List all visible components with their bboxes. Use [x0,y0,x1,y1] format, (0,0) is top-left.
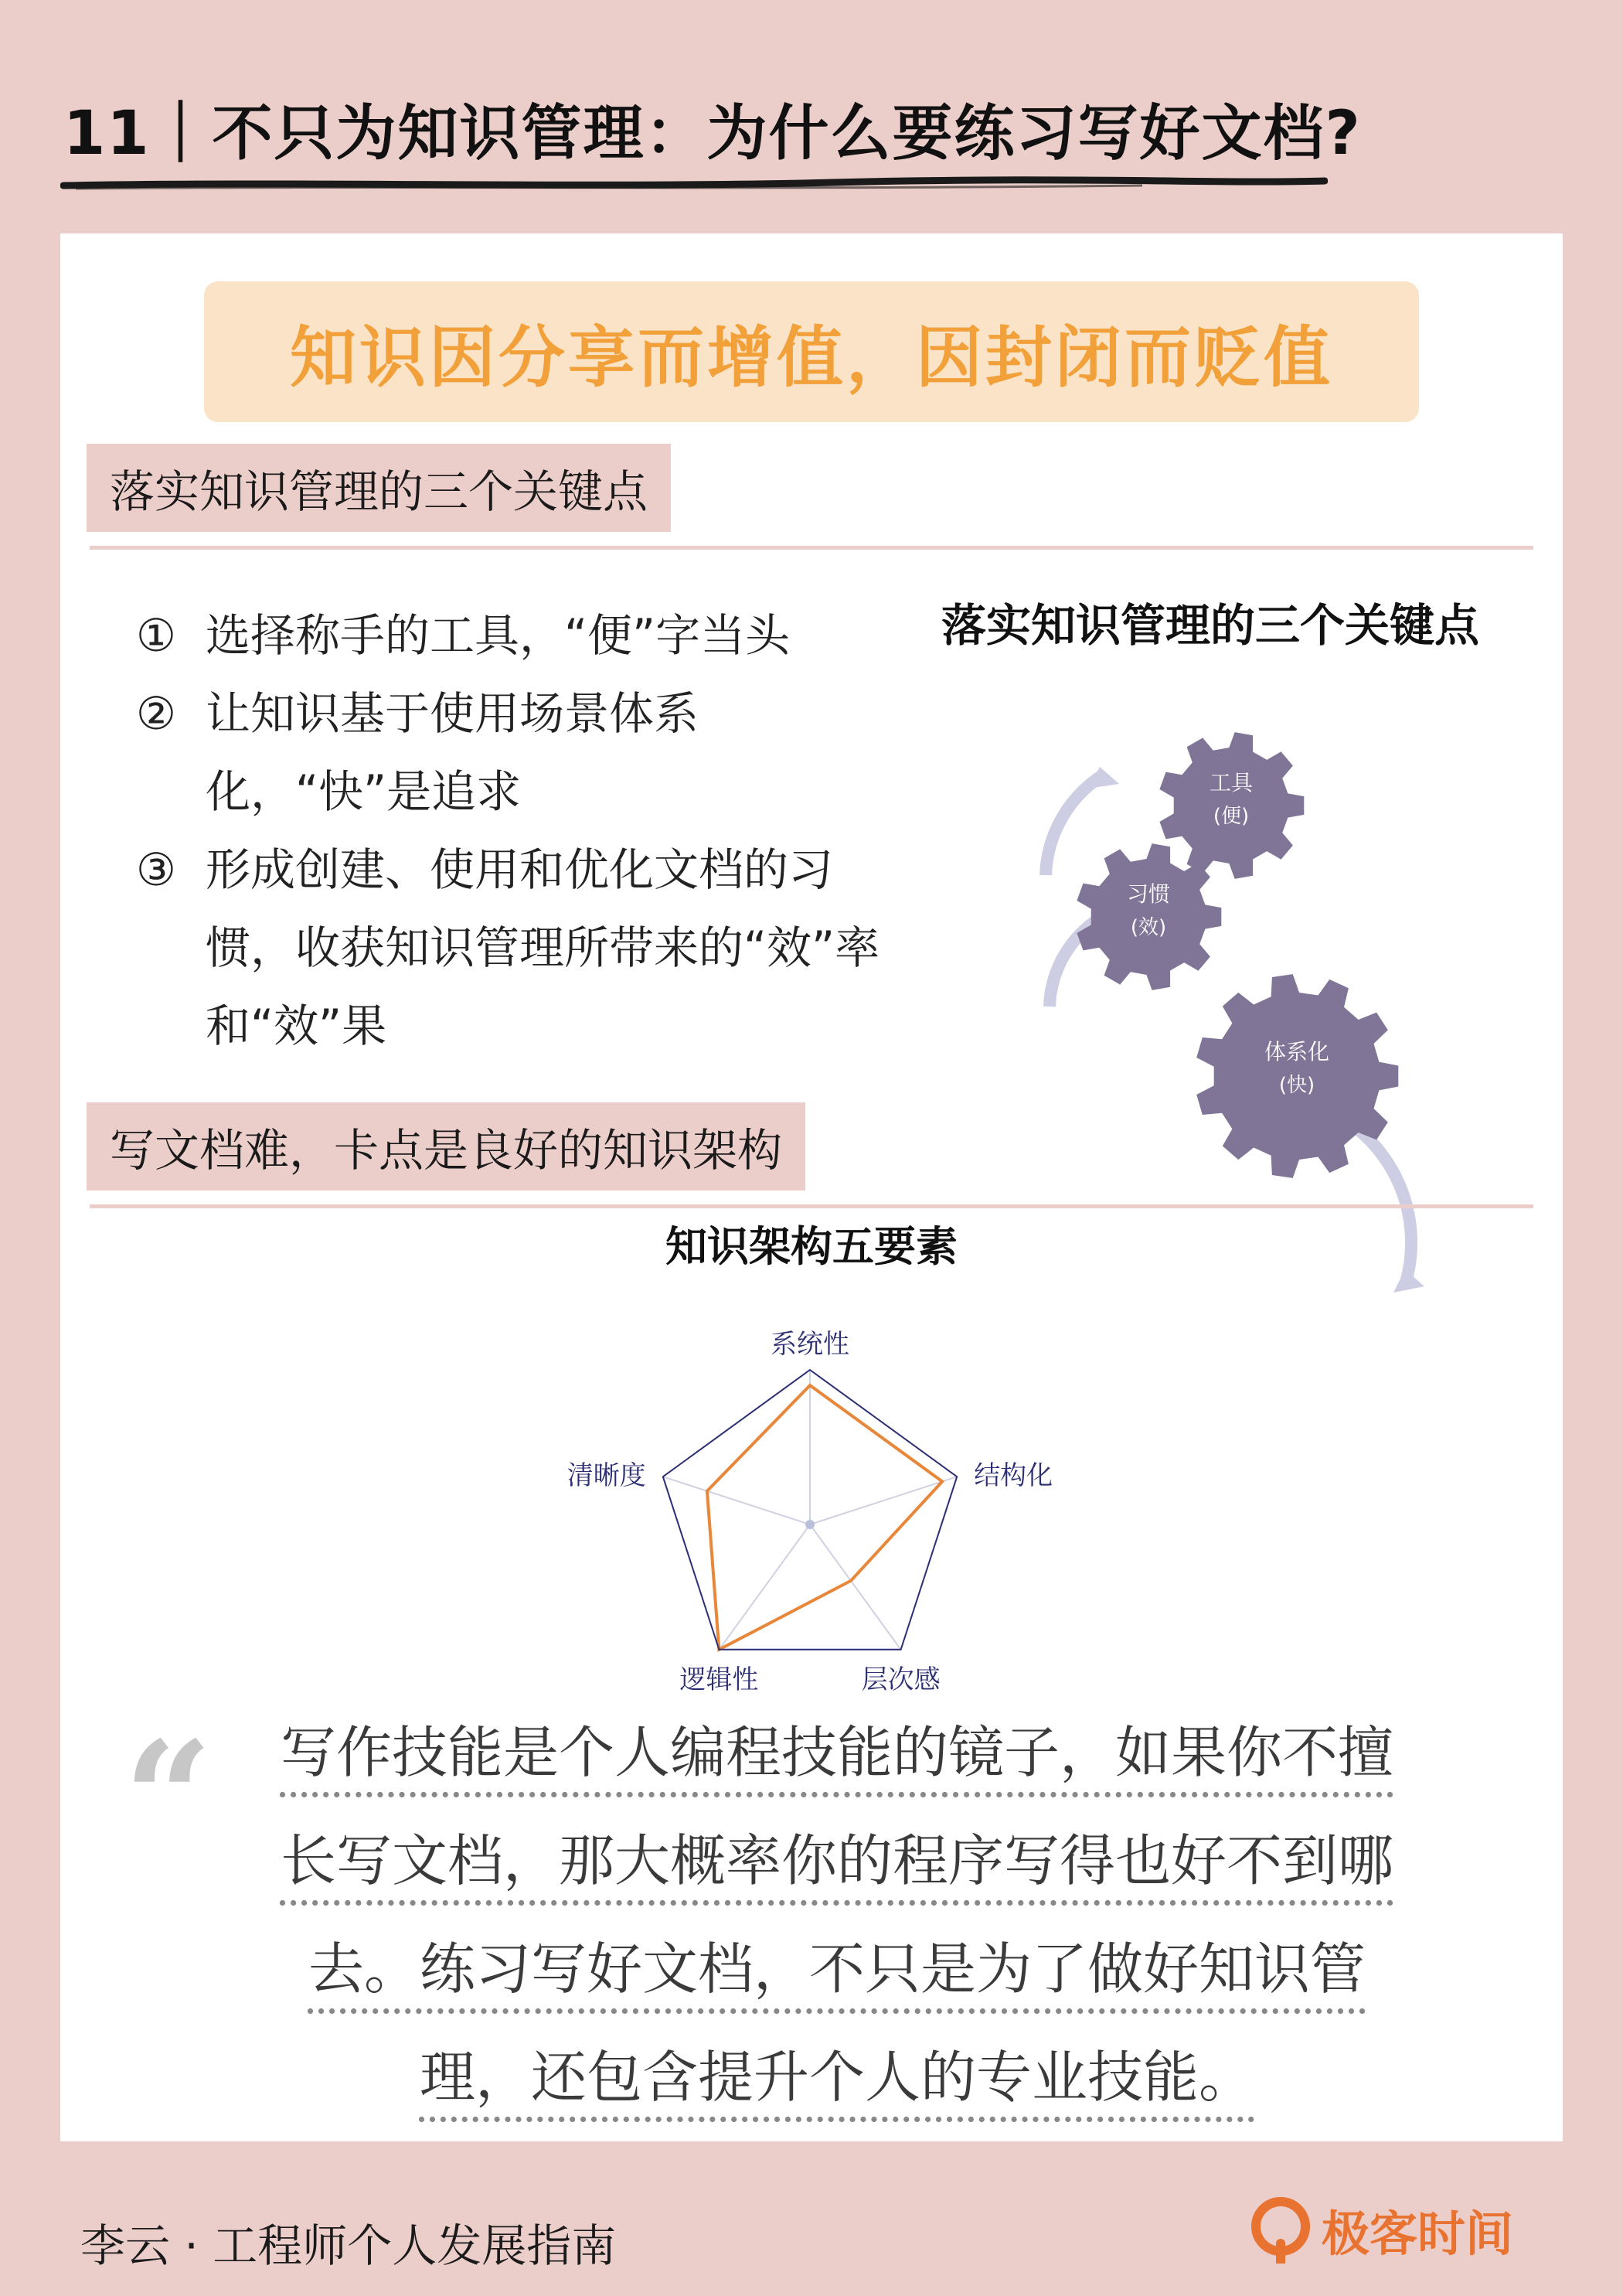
cycle-arrow [1046,775,1104,875]
section-heading-key-points: 落实知识管理的三个关键点 [87,444,671,532]
key-points-list [136,597,909,1065]
title-underline [60,175,1328,193]
gear-sub: (效) [1130,916,1167,939]
gear-label: 工具 [1209,770,1254,795]
radar-spoke [719,1524,810,1650]
radar-spoke [810,1477,957,1524]
list-number: ① [136,609,176,662]
radar-chart [501,1293,1119,1710]
radar-axis-label: 层次感 [861,1664,941,1695]
radar-axis-label: 结构化 [974,1460,1053,1492]
brand-name: 极客时间 [1322,2206,1514,2262]
list-number: ③ [136,843,176,896]
list-text: 形成创建、使用和优化文档的习惯，收获知识管理所带来的“效”率和“效”果 [206,843,880,1052]
radar-axis-label: 逻辑性 [679,1664,759,1695]
footer-brand [1250,2196,1513,2264]
radar-spoke [663,1477,810,1524]
radar-title: 知识架构五要素 [665,1222,958,1271]
radar-series-0 [707,1385,942,1650]
list-text: 让知识基于使用场景体系化，“快”是追求 [206,687,699,818]
section-heading-architecture: 写文档难，卡点是良好的知识架构 [87,1102,805,1191]
list-number: ② [136,687,176,740]
content-card [60,233,1563,2141]
list-text: 选择称手的工具，“便”字当头 [206,609,791,662]
quote-line: 写作技能是个人编程技能的镜子，如果你不擅 [280,1720,1393,1785]
page-title: 11｜不只为知识管理：为什么要练习写好文档? [63,99,1362,169]
quote-mark-icon: “ [124,1708,213,1889]
banner [204,281,1419,422]
radar-axis-label: 清晰度 [567,1460,646,1492]
quote-block [176,1698,1498,2131]
radar-axis-label: 系统性 [771,1329,849,1360]
quote-line: 去。练习写好文档，不只是为了做好知识管 [308,1937,1366,2001]
diagram-title: 落实知识管理的三个关键点 [941,599,1479,652]
list-item [136,831,909,1065]
radar-center [805,1520,815,1529]
banner-text: 知识因分享而增值，因封闭而贬值 [290,319,1333,397]
list-item [136,675,909,831]
gear-sub: (快) [1278,1074,1315,1097]
gear-label: 体系化 [1264,1039,1330,1065]
footer-author: 李云 · 工程师个人发展指南 [80,2219,617,2272]
quote-line: 理，还包含提升个人的专业技能。 [419,2045,1254,2110]
brand-logo-icon [1250,2197,1311,2264]
gear-label: 习惯 [1126,881,1171,907]
section-divider [90,1204,1533,1208]
gear-sub: (便) [1213,805,1250,828]
section-divider [90,546,1533,550]
list-item [136,597,909,675]
quote-line: 长写文档，那大概率你的程序写得也好不到哪 [280,1828,1393,1893]
